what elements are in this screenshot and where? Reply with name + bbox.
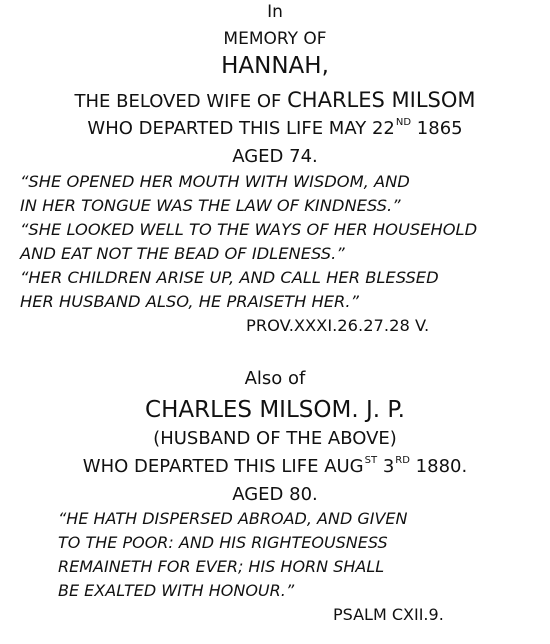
hannah-departed-suffix: ND xyxy=(395,117,412,128)
charles-verse-line: REMAINETH FOR EVER; HIS HORN SHALL xyxy=(58,557,385,576)
in-heading: In xyxy=(267,2,283,22)
charles-verse-line: “HE HATH DISPERSED ABROAD, AND GIVEN xyxy=(58,509,408,528)
husband-name: CHARLES MILSOM xyxy=(287,88,476,112)
also-of-heading: Also of xyxy=(244,368,306,389)
hannah-verse-line: “HER CHILDREN ARISE UP, AND CALL HER BLESSED xyxy=(20,268,439,287)
hannah-verse-line: “SHE OPENED HER MOUTH WITH WISDOM, AND xyxy=(20,172,410,191)
husband-of-above-line: (HUSBAND OF THE ABOVE) xyxy=(153,428,397,449)
hannah-verse-reference: PROV.XXXI.26.27.28 V. xyxy=(246,316,430,335)
charles-departed-suffix-1: ST xyxy=(364,455,378,466)
charles-departed-day: 3 xyxy=(377,456,395,477)
charles-departed-suffix-2: RD xyxy=(395,455,410,466)
hannah-departed-year: 1865 xyxy=(411,118,463,139)
charles-departed-line xyxy=(0,455,550,477)
hannah-aged: AGED 74. xyxy=(232,146,318,167)
charles-aged: AGED 80. xyxy=(232,484,318,505)
hannah-departed-prefix: WHO DEPARTED THIS LIFE MAY 22 xyxy=(87,118,395,139)
charles-departed-year: 1880. xyxy=(409,456,468,477)
hannah-departed-line xyxy=(0,117,550,139)
charles-verse-line: BE EXALTED WITH HONOUR.” xyxy=(58,581,295,600)
hannah-verse-line: IN HER TONGUE WAS THE LAW OF KINDNESS.” xyxy=(20,196,401,215)
charles-name: CHARLES MILSOM. J. P. xyxy=(145,397,405,423)
memory-of-heading: MEMORY OF xyxy=(223,29,327,49)
charles-departed-prefix: WHO DEPARTED THIS LIFE AUG xyxy=(82,456,364,477)
wife-of-line xyxy=(0,90,550,111)
wife-of-prefix: THE BELOVED WIFE OF xyxy=(74,91,282,112)
hannah-verse-line: HER HUSBAND ALSO, HE PRAISETH HER.” xyxy=(20,292,359,311)
hannah-verse-line: AND EAT NOT THE BEAD OF IDLENESS.” xyxy=(20,244,345,263)
hannah-verse-line: “SHE LOOKED WELL TO THE WAYS OF HER HOUSEHOLD xyxy=(20,220,478,239)
hannah-name: HANNAH, xyxy=(221,53,329,79)
charles-verse-line: TO THE POOR: AND HIS RIGHTEOUSNESS xyxy=(58,533,388,552)
charles-verse-reference: PSALM CXII.9. xyxy=(333,605,444,624)
